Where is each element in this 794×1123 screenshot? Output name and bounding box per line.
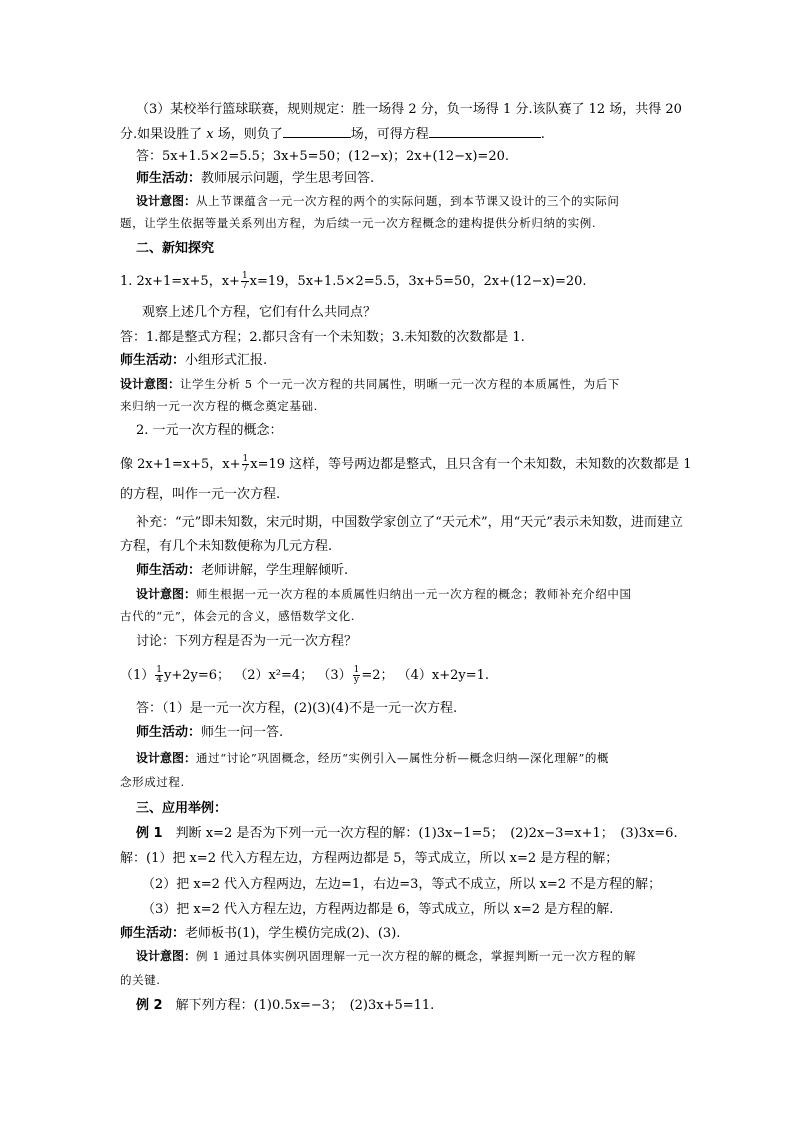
answer-text: 5x+1.5×2=5.5；3x+5=50；(12−x)；2x+(12−x)=20. — [162, 149, 509, 164]
design-text: 例 1 通过具体实例巩固理解一元一次方程的解的概念，掌握判断一元一次方程的解 — [196, 949, 636, 963]
answer-label: 答： — [136, 149, 163, 164]
activity-3 — [136, 562, 716, 580]
equation-number: （3） — [317, 668, 352, 683]
example-label: 例 2 — [136, 998, 163, 1013]
answer-blank-2[interactable] — [429, 124, 541, 138]
problem-3-line-2 — [120, 124, 700, 144]
discussion-equations — [120, 666, 700, 685]
problem-3-text: （3）某校举行篮球联赛，规则规定：胜一场得 2 分，负一场得 1 分.该队赛了 12 场，共得 20 — [136, 102, 682, 117]
design-4-line-2 — [120, 772, 700, 792]
concept-line-2: 的方程，叫作一元一次方程. — [120, 487, 281, 502]
example-2 — [136, 997, 716, 1015]
fraction-numerator: 1 — [241, 271, 248, 281]
solution-3: （3）把 x=2 代入方程左边，方程两边都是 6，等式成立，所以 x=2 是方程的解. — [142, 902, 614, 917]
section-3-title: 三、应用举例： — [136, 801, 228, 816]
concept-text: 像 2x+1=x+5，x+ — [120, 457, 241, 472]
observe-question: 观察上述几个方程，它们有什么共同点？ — [142, 305, 377, 320]
design-5-line-2 — [120, 970, 700, 990]
example-label: 例 1 — [136, 826, 163, 841]
problem-3-text: . — [540, 127, 545, 142]
equation-text: =2； — [361, 668, 394, 683]
supplement-line-2: 方程，有几个未知数便称为几元方程. — [120, 539, 333, 554]
design-1-line-2 — [120, 213, 700, 233]
design-4-line-1 — [136, 748, 716, 768]
activity-label: 师生活动： — [120, 926, 186, 941]
design-label: 设计意图： — [136, 751, 197, 765]
section-2-title: 二、新知探究 — [136, 241, 215, 256]
design-text: 师生根据一元一次方程的本质属性归纳出一元一次方程的概念；教师补充介绍中国 — [196, 587, 632, 601]
answer-label: 答： — [120, 330, 147, 345]
item-1-equations — [120, 272, 700, 291]
fraction — [353, 666, 361, 685]
design-text: 通过“讨论”巩固概念，经历“实例引入—属性分析—概念归纳—深化理解”的概 — [196, 751, 610, 765]
design-5-line-1 — [136, 946, 716, 966]
example-text: 解下列方程：(1)0.5x=−3； (2)3x+5=11. — [175, 998, 435, 1013]
equation-text: （2）x²=4； — [234, 668, 314, 683]
design-text: 的关键. — [120, 973, 161, 987]
example-text: 判断 x=2 是否为下列一元一次方程的解：(1)3x−1=5； (2)2x−3=x+1； (3)3x=6. — [175, 826, 678, 841]
answer-text: 1.都是整式方程；2.都只含有一个未知数；3.未知数的次数都是 1. — [146, 330, 525, 345]
design-text: 来归纳一元一次方程的概念奠定基础. — [120, 399, 318, 413]
design-text: 题，让学生依据等量关系列出方程，为后续一元一次方程概念的建构提供分析归纳的实例. — [120, 216, 597, 230]
discussion-question: 讨论：下列方程是否为一元一次方程？ — [136, 634, 358, 649]
design-text: 让学生分析 5 个一元一次方程的共同属性，明晰一元一次方程的本质属性，为后下 — [180, 377, 620, 391]
answer-3: 答：（1）是一元一次方程，(2)(3)(4)不是一元一次方程. — [136, 701, 458, 716]
activity-2 — [120, 352, 700, 370]
design-3-line-1 — [136, 584, 716, 604]
activity-text: 老师板书(1)，学生模仿完成(2)、(3). — [185, 926, 401, 941]
fraction-denominator: y — [353, 675, 359, 685]
activity-label: 师生活动： — [120, 353, 186, 368]
design-3-line-2 — [120, 606, 700, 626]
activity-text: 师生一问一答. — [201, 725, 284, 740]
activity-text: 老师讲解，学生理解倾听. — [201, 563, 349, 578]
activity-1 — [136, 170, 716, 188]
variable-x: x — [206, 127, 214, 142]
activity-text: 小组形式汇报. — [185, 353, 268, 368]
fraction-denominator: 7 — [242, 464, 249, 474]
design-label: 设计意图： — [120, 377, 181, 391]
fraction-denominator: 4 — [156, 675, 163, 685]
problem-3-text: 场，可得方程 — [350, 127, 429, 142]
answer-1 — [136, 148, 716, 166]
fraction — [155, 666, 163, 685]
solution-1: 解：(1）把 x=2 代入方程左边，方程两边都是 5，等式成立，所以 x=2 是方程的解； — [120, 851, 619, 866]
activity-4 — [136, 724, 716, 742]
activity-label: 师生活动： — [136, 563, 202, 578]
problem-3-text: 分.如果设胜了 — [120, 127, 203, 142]
activity-label: 师生活动： — [136, 171, 202, 186]
solution-2: （2）把 x=2 代入方程两边，左边=1，右边=3，等式不成立，所以 x=2 不是方程的解； — [142, 877, 662, 892]
design-text: 古代的“元”，体会元的含义，感悟数学文化. — [120, 609, 356, 623]
answer-blank-1[interactable] — [283, 124, 351, 138]
design-2-line-2 — [120, 396, 700, 416]
fraction-numerator: 1 — [242, 454, 249, 464]
design-label: 设计意图： — [136, 587, 197, 601]
activity-text: 教师展示问题，学生思考回答. — [201, 171, 375, 186]
problem-3-line-1 — [136, 101, 716, 119]
equation-text: x+ — [221, 274, 240, 289]
example-1 — [136, 825, 716, 843]
fraction-numerator: 1 — [353, 665, 360, 675]
activity-label: 师生活动： — [136, 725, 202, 740]
supplement-line-1: 补充：“元”即未知数，宋元时期，中国数学家创立了“天元术”，用“天元”表示未知数，进而建立 — [136, 515, 683, 530]
design-2-line-1 — [120, 374, 700, 394]
item-2-title: 2. 一元一次方程的概念： — [136, 423, 283, 438]
equation-number: （1） — [120, 668, 155, 683]
design-text: 念形成过程. — [120, 775, 185, 789]
fraction-numerator: 1 — [156, 665, 163, 675]
equation-text: 1. 2x+1=x+5， — [120, 274, 222, 289]
design-label: 设计意图： — [136, 194, 197, 208]
fraction — [241, 272, 249, 291]
equation-text: x=19，5x+1.5×2=5.5，3x+5=50，2x+(12−x)=20. — [249, 274, 587, 289]
answer-2 — [120, 329, 700, 347]
design-text: 从上节课蕴含一元一次方程的两个的实际问题，到本节课又设计的三个的实际问 — [196, 194, 620, 208]
fraction — [242, 455, 250, 474]
equation-text: y+2y=6； — [164, 668, 231, 683]
design-1-line-1 — [136, 191, 716, 211]
design-label: 设计意图： — [136, 949, 197, 963]
activity-5 — [120, 925, 700, 943]
fraction-denominator: 7 — [241, 281, 248, 291]
equation-text: （4）x+2y=1. — [397, 668, 490, 683]
concept-text: x=19 这样，等号两边都是整式，且只含有一个未知数，未知数的次数都是 1 — [250, 457, 692, 472]
problem-3-text: 场，则负了 — [217, 127, 283, 142]
concept-line-1 — [120, 455, 700, 474]
